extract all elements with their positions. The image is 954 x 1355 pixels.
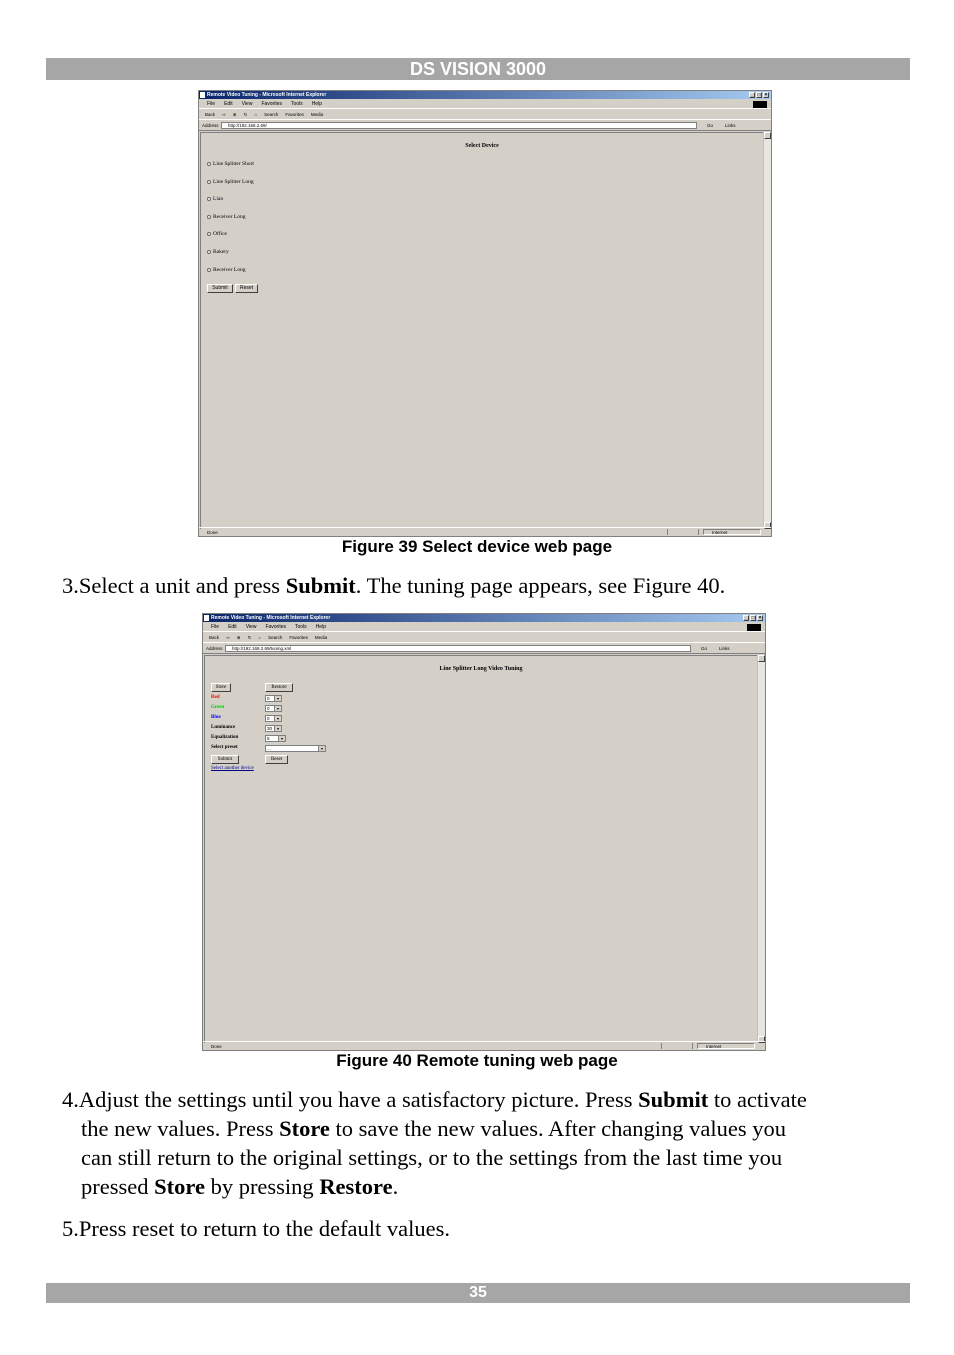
figure39-caption: Figure 39 Select device web page	[341, 537, 613, 556]
minimize-icon[interactable]: _	[750, 92, 754, 98]
page-content	[200, 132, 763, 529]
status-text: Done	[207, 530, 218, 535]
menu-file[interactable]: File	[207, 101, 216, 107]
status-cells	[661, 1043, 693, 1049]
reset-button[interactable]: Reset	[235, 284, 258, 293]
address-label: Address	[206, 646, 223, 651]
window-title: Remote Video Tuning - Microsoft Internet Explorer	[211, 615, 331, 621]
radio-icon[interactable]	[207, 232, 211, 236]
green-label: Green	[211, 705, 225, 710]
chevron-down-icon[interactable]: ▾	[274, 706, 281, 711]
menu-help[interactable]: Help	[315, 624, 326, 630]
menu-favorites[interactable]: Favorites	[265, 624, 286, 630]
device-option[interactable]: Lian	[207, 196, 223, 202]
scroll-up-icon[interactable]	[758, 655, 765, 662]
status-bar	[203, 1041, 765, 1050]
select-another-device-link[interactable]: Select another device	[211, 766, 254, 771]
chevron-down-icon[interactable]: ▾	[278, 736, 285, 741]
red-select[interactable]: 0 ▾	[265, 695, 282, 702]
status-text: Done	[211, 1044, 222, 1049]
radio-icon[interactable]	[207, 197, 211, 201]
search-button[interactable]: Search	[268, 635, 283, 640]
device-option[interactable]: Line Splitter Short	[207, 161, 254, 167]
go-button[interactable]: Go	[707, 123, 714, 128]
page-footer	[46, 1283, 910, 1303]
address-label: Address	[202, 123, 219, 128]
radio-icon[interactable]	[207, 250, 211, 254]
refresh-icon[interactable]: ↻	[243, 112, 248, 117]
search-button[interactable]: Search	[264, 112, 279, 117]
minimize-icon[interactable]: _	[744, 615, 748, 621]
scroll-up-icon[interactable]	[764, 132, 771, 139]
address-input[interactable]: http://192.168.2.69/	[221, 122, 697, 129]
stop-icon[interactable]: ⊗	[232, 112, 237, 117]
tuning-heading: Line Splitter Long Video Tuning	[439, 666, 523, 672]
menu-view[interactable]: View	[241, 101, 253, 107]
page-header	[46, 58, 910, 80]
device-option[interactable]: Receiver Long	[207, 267, 246, 273]
device-option[interactable]: Office	[207, 231, 227, 237]
forward-icon[interactable]: ⇨	[222, 112, 226, 117]
reset-button[interactable]: Reset	[265, 755, 288, 764]
refresh-icon[interactable]: ↻	[247, 635, 252, 640]
menu-favorites[interactable]: Favorites	[261, 101, 282, 107]
maximize-icon[interactable]: □	[757, 92, 761, 98]
radio-icon[interactable]	[207, 162, 211, 166]
red-label: Red	[211, 695, 220, 700]
radio-icon[interactable]	[207, 268, 211, 272]
submit-button[interactable]: Submit	[211, 755, 239, 764]
vertical-scrollbar[interactable]	[763, 132, 771, 529]
menu-help[interactable]: Help	[311, 101, 322, 107]
chevron-down-icon[interactable]: ▾	[274, 716, 281, 721]
address-bar	[199, 121, 771, 131]
stop-icon[interactable]: ⊗	[236, 635, 241, 640]
links-button[interactable]: Links	[719, 646, 730, 651]
address-input[interactable]: http://192.168.2.69/tuning.xml	[225, 645, 691, 652]
home-icon[interactable]: ⌂	[258, 635, 262, 640]
menu-tools[interactable]: Tools	[291, 101, 303, 107]
radio-icon[interactable]	[207, 180, 211, 184]
go-button[interactable]: Go	[701, 646, 708, 651]
address-bar	[203, 644, 765, 654]
device-option[interactable]: Line Splitter Long	[207, 179, 254, 185]
blue-select[interactable]: 0 ▾	[265, 715, 282, 722]
maximize-icon[interactable]: □	[751, 615, 755, 621]
close-icon[interactable]: ×	[758, 615, 762, 621]
menu-view[interactable]: View	[245, 624, 257, 630]
device-option[interactable]: Bakery	[207, 249, 229, 255]
step-5-text: 5.Press reset to return to the default values.	[62, 1216, 451, 1241]
media-button[interactable]: Media	[314, 635, 328, 640]
submit-button[interactable]: Submit	[207, 284, 233, 293]
menu-edit[interactable]: Edit	[228, 624, 237, 630]
toolbar	[203, 633, 765, 643]
security-zone: Internet	[703, 529, 761, 535]
select-preset-label: Select preset	[211, 745, 238, 750]
menu-tools[interactable]: Tools	[295, 624, 307, 630]
security-zone: Internet	[697, 1043, 755, 1049]
close-icon[interactable]: ×	[764, 92, 768, 98]
step-4-text: 4.Adjust the settings until you have a satisfactory picture. Press Submit to activate the new values. Press Store to save the new values. After changing values you can still return to the original settings, or to the settings from the last time you pressed Store by pressing Restore.	[62, 1087, 807, 1199]
window-controls	[749, 92, 769, 98]
store-button[interactable]: Store	[211, 683, 231, 692]
status-cells	[667, 529, 699, 535]
home-icon[interactable]: ⌂	[254, 112, 258, 117]
page-content	[204, 655, 757, 1043]
ie-icon	[200, 92, 205, 98]
green-select[interactable]: 0 ▾	[265, 705, 282, 712]
equalization-select[interactable]: 5 ▾	[265, 735, 286, 742]
links-button[interactable]: Links	[725, 123, 736, 128]
figure40-caption: Figure 40 Remote tuning web page	[336, 1051, 618, 1070]
figure39-browser-window	[198, 90, 772, 537]
toolbar	[199, 110, 771, 120]
luminance-label: Luminance	[211, 725, 236, 730]
menu-edit[interactable]: Edit	[224, 101, 233, 107]
windows-logo-icon	[753, 101, 767, 108]
page-number: 35	[469, 1284, 487, 1301]
status-bar	[199, 527, 771, 536]
vertical-scrollbar[interactable]	[757, 655, 765, 1043]
back-button[interactable]: Back	[205, 112, 216, 117]
menu-file[interactable]: File	[211, 624, 220, 630]
header-title: DS VISION 3000	[409, 59, 547, 79]
window-titlebar	[203, 614, 765, 622]
chevron-down-icon[interactable]: ▾	[274, 696, 281, 701]
equalization-label: Equalization	[211, 735, 239, 740]
ie-icon	[204, 615, 209, 621]
media-button[interactable]: Media	[310, 112, 324, 117]
window-controls	[743, 615, 763, 621]
blue-label: Blue	[211, 715, 221, 720]
back-button[interactable]: Back	[209, 635, 220, 640]
step-3-text: 3.Select a unit and press Submit. The tuning page appears, see Figure 40.	[62, 573, 726, 598]
figure40-browser-window	[202, 613, 766, 1051]
windows-logo-icon	[747, 624, 761, 631]
window-titlebar	[199, 91, 771, 99]
favorites-button[interactable]: Favorites	[289, 635, 308, 640]
chevron-down-icon[interactable]: ▾	[274, 726, 281, 731]
favorites-button[interactable]: Favorites	[285, 112, 304, 117]
device-option[interactable]: Receiver Long	[207, 214, 246, 220]
luminance-select[interactable]: 30 ▾	[265, 725, 282, 732]
select-device-heading: Select Device	[465, 143, 499, 149]
menu-bar	[199, 100, 771, 109]
radio-icon[interactable]	[207, 215, 211, 219]
preset-select[interactable]: ... ▾	[265, 745, 326, 752]
chevron-down-icon[interactable]: ▾	[318, 746, 325, 751]
window-title: Remote Video Tuning - Microsoft Internet Explorer	[207, 92, 327, 98]
forward-icon[interactable]: ⇨	[226, 635, 230, 640]
menu-bar	[203, 623, 765, 632]
restore-button[interactable]: Restore	[265, 683, 293, 692]
